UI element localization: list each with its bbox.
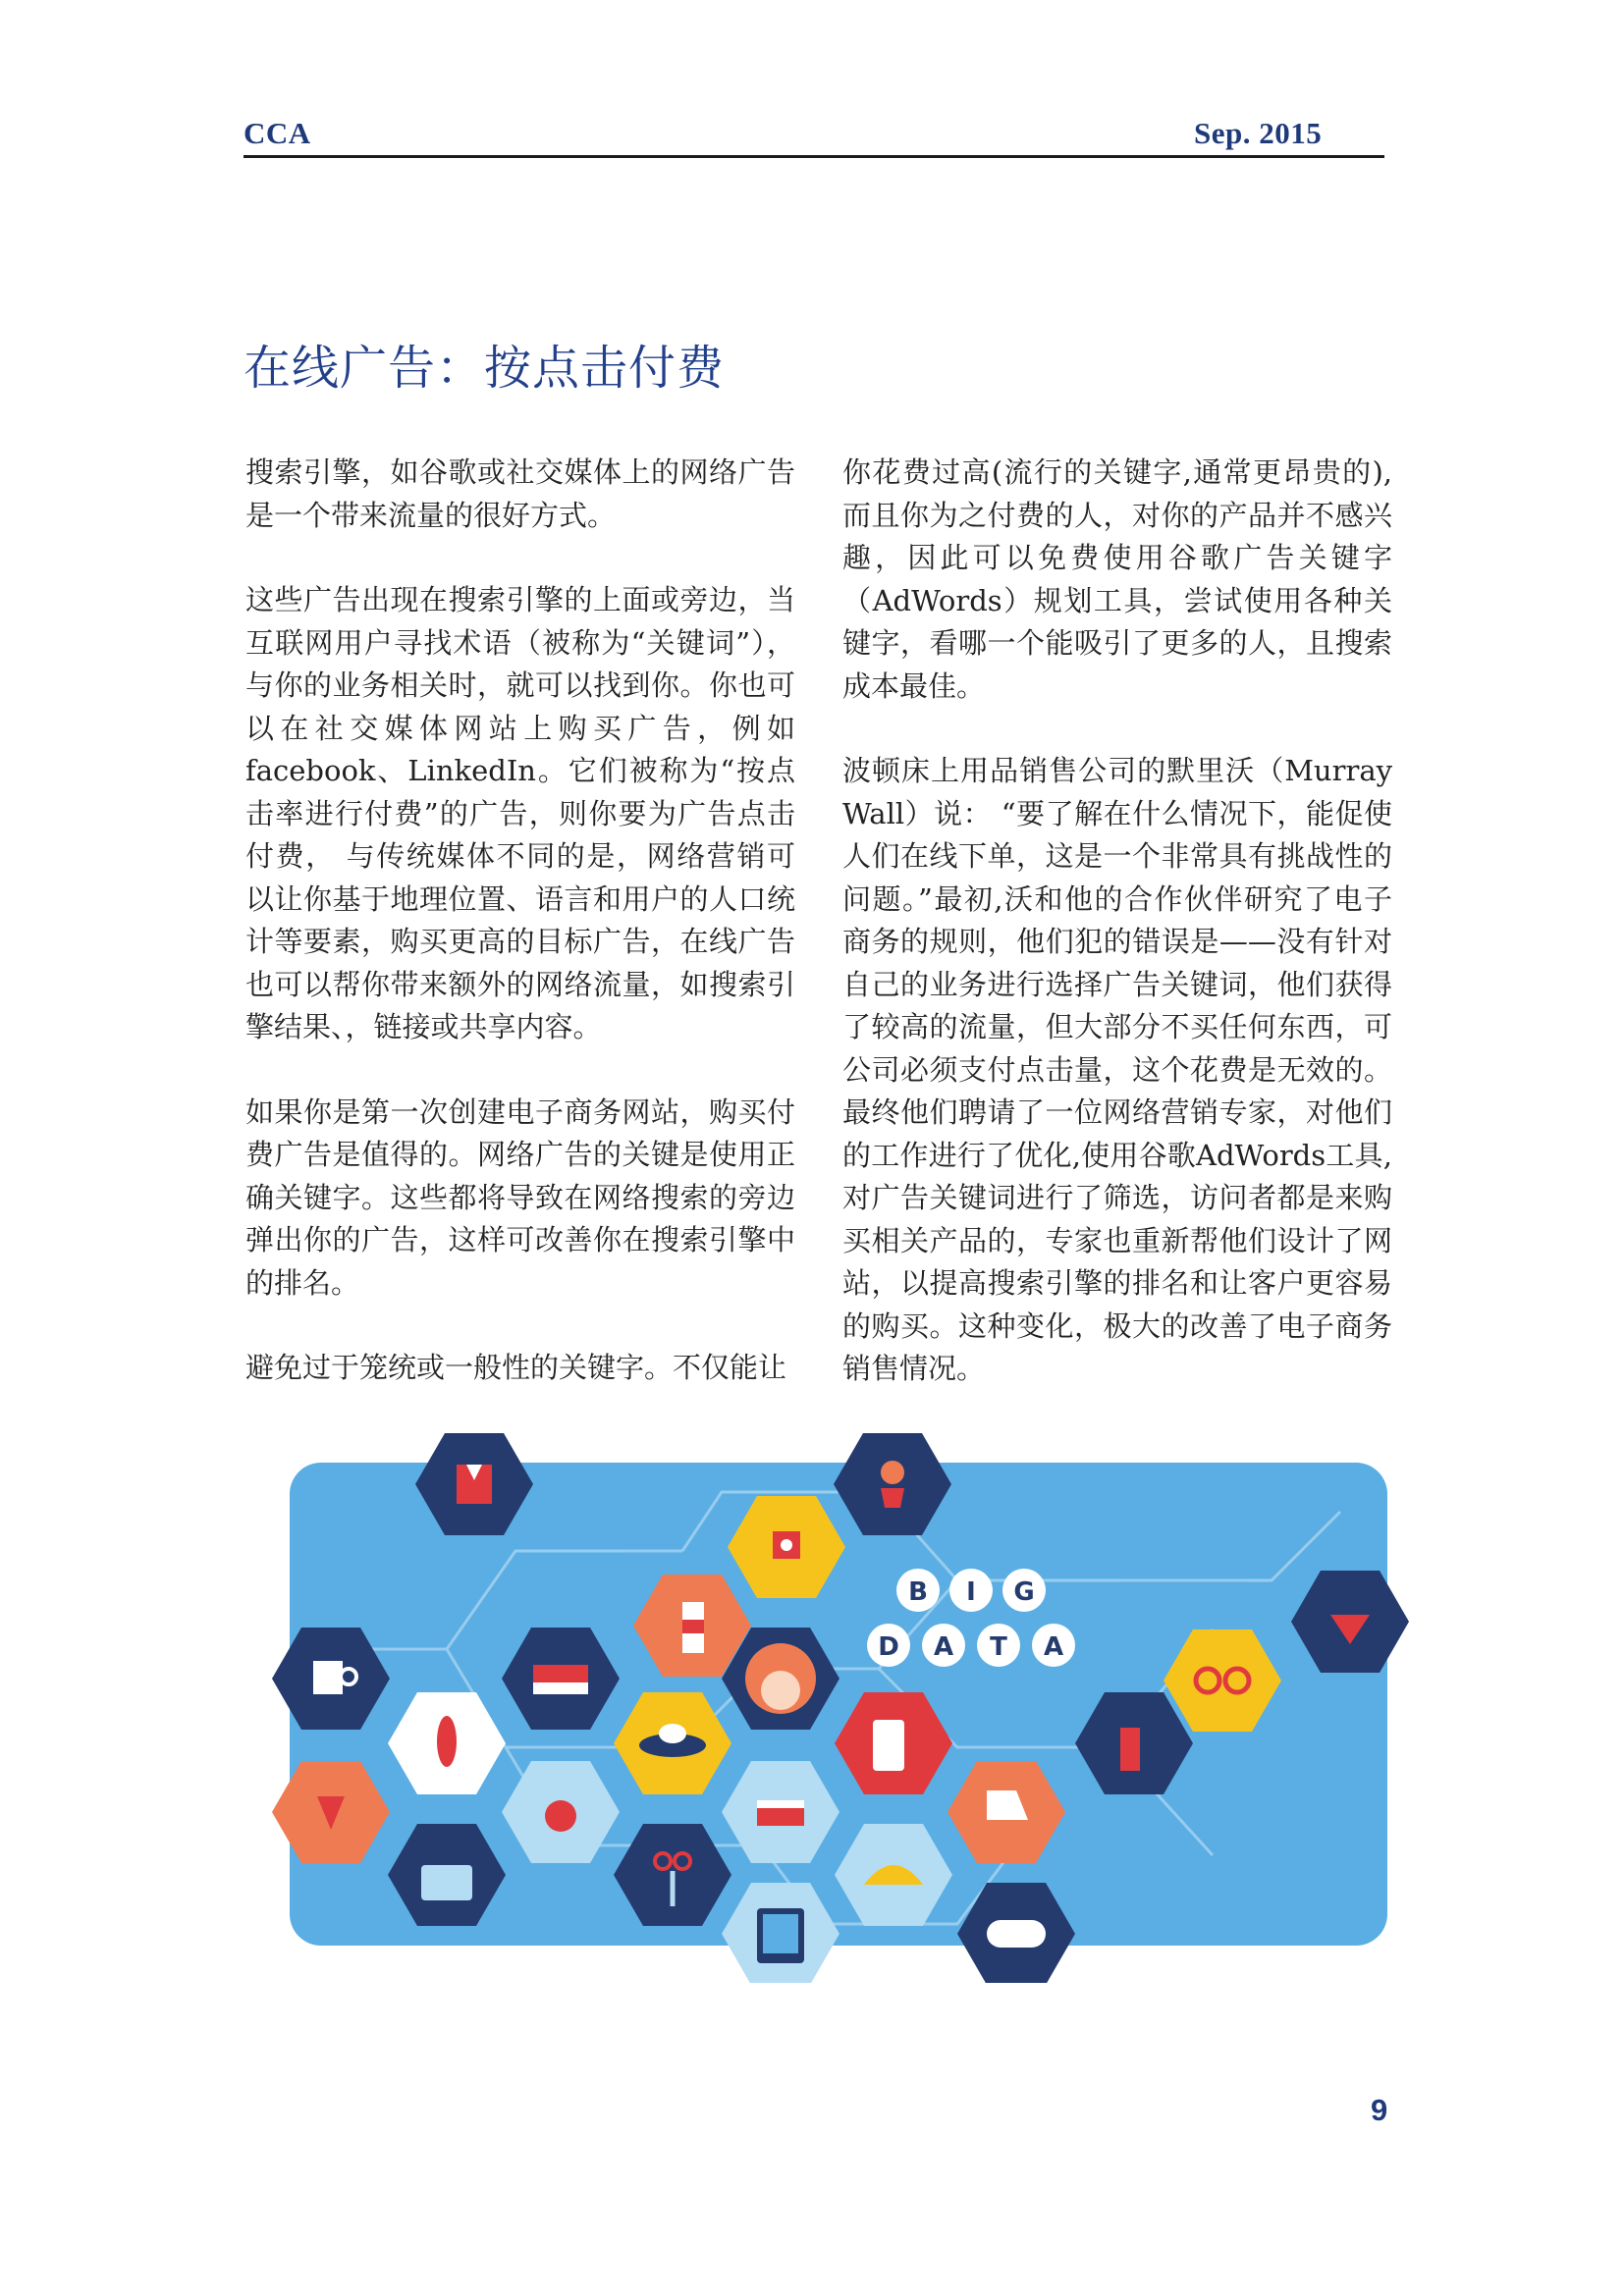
- paragraph: 搜索引擎，如谷歌或社交媒体上的网络广告是一个带来流量的很好方式。: [245, 455, 795, 532]
- svg-text:A: A: [1043, 1632, 1064, 1662]
- big-data-illustration: [270, 1433, 1409, 1983]
- svg-text:G: G: [1013, 1577, 1035, 1607]
- page-number: 9: [1371, 2093, 1388, 2127]
- svg-text:T: T: [990, 1632, 1007, 1662]
- header-left: CCA: [244, 116, 311, 150]
- paragraph: 避免过于笼统或一般性的关键字。不仅能让: [245, 1351, 787, 1384]
- right-column: [842, 452, 1392, 1391]
- paragraph: 如果你是第一次创建电子商务网站，购买付费广告是值得的。网络广告的关键是使用正确关键字。这些都将导致在网络搜索的旁边弹出你的广告，这样可改善你在搜索引擎中的排名。: [245, 1095, 795, 1300]
- header-rule: [244, 155, 1384, 158]
- left-column: [245, 452, 795, 1390]
- svg-text:I: I: [966, 1577, 976, 1607]
- svg-text:D: D: [878, 1632, 899, 1662]
- article-title: 在线广告：按点击付费: [244, 341, 726, 396]
- paragraph: 这些广告出现在搜索引擎的上面或旁边，当互联网用户寻找术语（被称为“关键词”），与你的业务相关时，就可以找到你。你也可以在社交媒体网站上购买广告，例如facebook、LinkedIn。它们被称为“按点击率进行付费”的广告，则你要为广告点击付费， 与传统媒体不同的是，网络营销可以让你基于地理位置、语言和用户的人口统计等要素，购买更高的目标广告，在线广告也可以帮你带来额外的网络流量，如搜索引擎结果、，链接或共享内容。: [245, 583, 795, 1043]
- paragraph: 你花费过高(流行的关键字,通常更昂贵的),而且你为之付费的人，对你的产品并不感兴趣，因此可以免费使用谷歌广告关键字（AdWords）规划工具，尝试使用各种关键字，看哪一个能吸引了更多的人，且搜索成本最佳。: [842, 455, 1392, 703]
- paragraph: 波顿床上用品销售公司的默里沃（Murray Wall）说： “要了解在什么情况下，能促使人们在线下单，这是一个非常具有挑战性的问题。”最初,沃和他的合作伙伴研究了电子商务的规则，他们犯的错误是——没有针对自己的业务进行选择广告关键词，他们获得了较高的流量，但大部分不买任何东西，可公司必须支付点击量，这个花费是无效的。最终他们聘请了一位网络营销专家，对他们的工作进行了优化,使用谷歌AdWords工具,对广告关键词进行了筛选，访问者都是来购买相关产品的，专家也重新帮他们设计了网站，以提高搜索引擎的排名和让客户更容易的购买。这种变化，极大的改善了电子商务销售情况。: [842, 754, 1392, 1385]
- svg-text:A: A: [933, 1632, 954, 1662]
- svg-text:B: B: [908, 1577, 928, 1607]
- header-date: Sep. 2015: [1194, 116, 1323, 150]
